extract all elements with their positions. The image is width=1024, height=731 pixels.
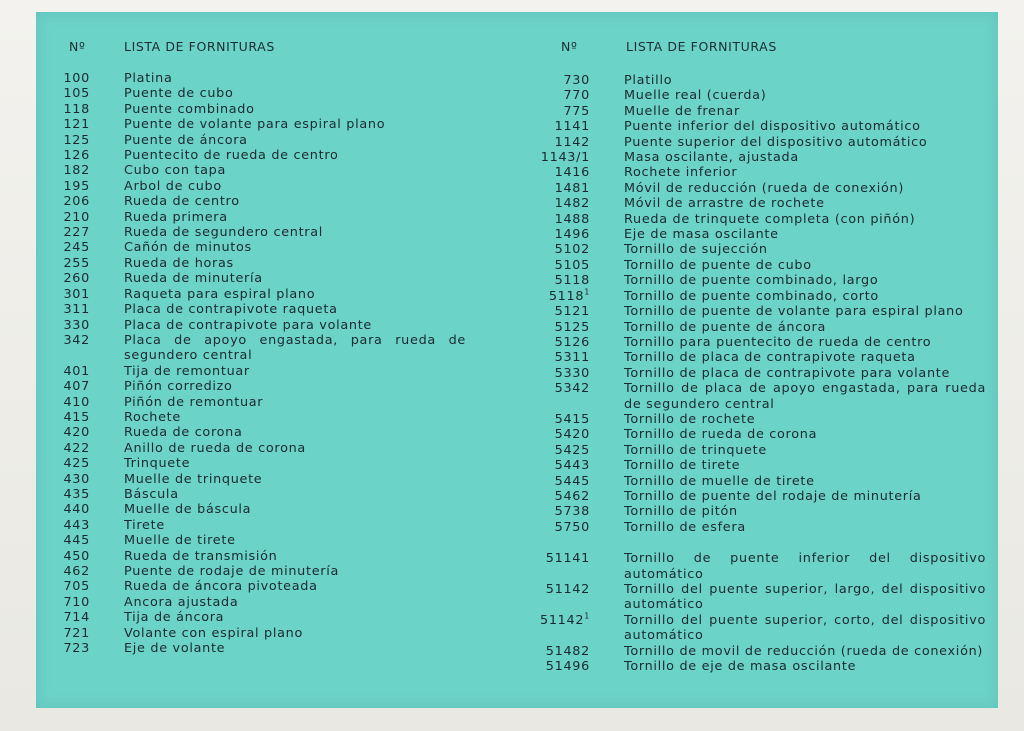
part-number-text: 195 — [63, 178, 90, 194]
part-number-text: 182 — [63, 163, 90, 179]
part-number — [555, 366, 590, 381]
part-number-text: 422 — [63, 440, 90, 456]
part-description: Raqueta para espiral plano — [124, 286, 316, 302]
list-item — [36, 518, 466, 533]
part-number-text: 1416 — [554, 165, 590, 181]
part-description: Báscula — [124, 486, 179, 502]
part-number — [63, 318, 90, 333]
part-number — [540, 613, 590, 628]
list-item — [536, 242, 986, 257]
part-number — [63, 117, 90, 132]
part-number — [63, 71, 90, 86]
part-description: Arbol de cubo — [124, 178, 222, 194]
list-item — [36, 210, 466, 225]
part-number — [555, 304, 590, 319]
list-title: LISTA DE FORNITURAS — [124, 39, 275, 54]
part-number — [63, 271, 90, 286]
part-number-text: 425 — [63, 456, 90, 472]
part-number-text: 1482 — [554, 196, 590, 212]
part-description: Rueda de transmisión — [124, 548, 278, 564]
list-item — [36, 441, 466, 456]
part-number-text: 407 — [63, 379, 90, 395]
part-number — [555, 489, 590, 504]
part-number-text: 5750 — [554, 519, 590, 535]
part-number-text: 714 — [63, 610, 90, 626]
list-item — [536, 504, 986, 519]
part-number — [563, 104, 590, 119]
part-number — [63, 441, 90, 456]
part-description: Muelle de frenar — [624, 103, 740, 119]
part-number — [555, 381, 590, 396]
list-item — [536, 273, 986, 288]
part-description: Puente superior del dispositivo automático — [624, 134, 928, 150]
part-number-text: 5445 — [554, 473, 590, 489]
part-description: Tornillo de puente de cubo — [624, 257, 812, 273]
list-item — [36, 395, 466, 410]
part-number-text: 51141 — [545, 551, 590, 567]
list-title: LISTA DE FORNITURAS — [626, 39, 777, 54]
part-number — [63, 225, 90, 240]
list-item — [36, 502, 466, 517]
part-number-text: 342 — [63, 332, 90, 348]
part-number — [555, 196, 590, 211]
list-item — [536, 489, 986, 504]
part-number-text: 105 — [63, 86, 90, 102]
part-description: Rueda de minutería — [124, 271, 263, 287]
part-number — [63, 395, 90, 410]
part-description: Placa de contrapivote raqueta — [124, 302, 338, 318]
list-item — [536, 551, 986, 582]
part-description: Tornillo de puente combinado, corto — [624, 288, 879, 304]
part-description: Puente combinado — [124, 101, 255, 117]
parts-list — [36, 71, 466, 656]
list-item — [536, 165, 986, 180]
part-number — [555, 273, 590, 288]
part-number — [63, 240, 90, 255]
list-item — [36, 86, 466, 101]
list-item — [536, 88, 986, 103]
list-item — [536, 582, 986, 613]
list-item — [536, 520, 986, 535]
list-item — [36, 256, 466, 271]
part-number — [546, 659, 590, 674]
part-number-text: 5330 — [554, 365, 590, 381]
list-item — [36, 456, 466, 471]
part-number — [63, 179, 90, 194]
part-number-text: 126 — [63, 148, 90, 164]
part-description: Tornillo de movil de reducción (rueda de conexión) — [624, 643, 984, 659]
part-description: Tija de remontuar — [124, 363, 250, 379]
number-column-header: Nº — [69, 39, 86, 54]
part-description: Puente de volante para espiral plano — [124, 117, 386, 133]
part-description: Rochete — [124, 409, 181, 425]
part-description: Tija de áncora — [124, 610, 225, 626]
part-number-text: 462 — [63, 564, 90, 579]
part-number-text: 440 — [63, 502, 90, 518]
list-item — [36, 410, 466, 425]
part-number-text: 51142 — [539, 612, 585, 628]
list-item — [36, 425, 466, 440]
part-number — [63, 163, 90, 178]
part-number-text: 5105 — [554, 257, 590, 273]
part-number — [63, 518, 90, 533]
part-description: Rueda de horas — [124, 255, 234, 271]
part-description: Tornillo de puente inferior del dispositivo automático — [624, 551, 986, 582]
list-item — [36, 595, 466, 610]
part-description: Puentecito de rueda de centro — [124, 148, 339, 164]
list-item — [36, 579, 466, 594]
part-description: Volante con espiral plano — [124, 625, 304, 641]
list-item — [536, 320, 986, 335]
part-number-text: 1143/1 — [540, 150, 590, 166]
part-number — [63, 456, 90, 471]
part-description: Placa de contrapivote para volante — [124, 317, 372, 333]
part-description: Tornillo de placa de contrapivote para volante — [624, 365, 951, 381]
list-item — [536, 474, 986, 489]
part-number-text: 5443 — [554, 458, 590, 474]
part-description: Piñón corredizo — [124, 379, 233, 395]
part-description: Rueda de corona — [124, 425, 243, 441]
part-description: Tornillo de tirete — [624, 458, 741, 474]
part-number — [541, 150, 590, 165]
part-number — [555, 335, 590, 350]
part-description: Móvil de reducción (rueda de conexión) — [624, 180, 905, 196]
part-number — [63, 256, 90, 271]
part-number — [63, 210, 90, 225]
list-item — [36, 549, 466, 564]
list-item — [536, 73, 986, 88]
part-description: Móvil de arrastre de rochete — [624, 196, 825, 212]
part-number — [63, 641, 90, 656]
part-description: Rochete inferior — [624, 165, 738, 181]
list-item — [36, 641, 466, 656]
part-number — [555, 320, 590, 335]
part-description: Tornillo del puente superior, largo, del dispositivo automático — [624, 582, 986, 613]
part-number-text: 51496 — [545, 659, 590, 675]
part-number-text: 245 — [63, 240, 90, 256]
list-item — [536, 181, 986, 196]
part-number — [63, 410, 90, 425]
part-description: Puente inferior del dispositivo automático — [624, 119, 921, 135]
part-description: Tornillo de muelle de tirete — [624, 473, 815, 489]
part-number-text: 723 — [63, 641, 90, 657]
list-item — [36, 194, 466, 209]
part-description: Tornillo de trinquete — [624, 442, 767, 458]
part-number-text: 1488 — [554, 211, 590, 227]
part-number-text: 210 — [63, 209, 90, 225]
list-item — [36, 271, 466, 286]
list-item — [36, 610, 466, 625]
list-item — [536, 258, 986, 273]
part-number-text: 450 — [63, 548, 90, 564]
list-spacer — [536, 535, 986, 551]
part-number — [555, 412, 590, 427]
part-description: Muelle de báscula — [124, 502, 252, 518]
part-number — [555, 350, 590, 365]
part-number-superscript: 1 — [584, 611, 590, 621]
part-number-text: 721 — [63, 625, 90, 641]
part-number-text: 5118 — [554, 273, 590, 289]
part-number — [555, 427, 590, 442]
list-item — [36, 472, 466, 487]
part-number — [546, 582, 590, 597]
part-number — [63, 148, 90, 163]
part-number — [555, 181, 590, 196]
parts-list-panel — [36, 12, 998, 708]
list-item — [36, 133, 466, 148]
list-item — [536, 335, 986, 350]
part-number — [63, 86, 90, 101]
part-number-text: 430 — [63, 471, 90, 487]
part-number-text: 5420 — [554, 427, 590, 443]
part-number-text: 260 — [63, 271, 90, 287]
list-item — [36, 318, 466, 333]
list-item — [36, 163, 466, 178]
part-description: Tornillo de puente de volante para espiral plano — [624, 304, 964, 320]
list-item — [36, 364, 466, 379]
list-item — [536, 212, 986, 227]
part-description: Muelle de trinquete — [124, 471, 263, 487]
list-item — [36, 225, 466, 240]
part-number-text: 100 — [63, 71, 90, 86]
part-number-text: 420 — [63, 425, 90, 441]
list-item — [536, 659, 986, 674]
part-number — [63, 364, 90, 379]
part-number-text: 730 — [563, 73, 590, 88]
part-number — [555, 474, 590, 489]
part-number-text: 5118 — [548, 288, 585, 304]
part-number — [63, 472, 90, 487]
part-number-text: 51142 — [545, 582, 590, 597]
list-item — [536, 366, 986, 381]
part-description: Tirete — [124, 517, 165, 533]
part-description: Tornillo de puente combinado, largo — [624, 273, 879, 289]
part-description: Rueda de áncora pivoteada — [124, 579, 318, 595]
part-number — [63, 595, 90, 610]
part-description: Piñón de remontuar — [124, 394, 264, 410]
list-item — [536, 119, 986, 134]
part-number — [555, 458, 590, 473]
part-description: Cubo con tapa — [124, 163, 227, 179]
list-item — [536, 427, 986, 442]
part-description: Tornillo de pitón — [624, 504, 738, 520]
list-item — [36, 240, 466, 255]
part-number-text: 445 — [63, 533, 90, 549]
part-description: Rueda de centro — [124, 194, 240, 210]
part-number-text: 51482 — [545, 643, 590, 659]
part-description: Eje de masa oscilante — [624, 227, 779, 243]
list-item — [36, 102, 466, 117]
part-number — [555, 520, 590, 535]
part-number — [563, 88, 590, 103]
part-number-text: 1141 — [554, 119, 590, 135]
part-description: Tornillo de puente de áncora — [624, 319, 827, 335]
part-number — [555, 212, 590, 227]
list-item — [36, 148, 466, 163]
part-number-text: 443 — [63, 517, 90, 533]
part-number — [549, 289, 590, 304]
part-number — [546, 644, 590, 659]
part-number — [63, 133, 90, 148]
part-description: Tornillo de rueda de corona — [624, 427, 818, 443]
part-number-text: 118 — [63, 101, 90, 117]
part-number — [63, 610, 90, 625]
list-item — [36, 302, 466, 317]
part-number — [555, 443, 590, 458]
list-item — [536, 350, 986, 365]
list-item — [36, 117, 466, 132]
part-number-text: 330 — [63, 317, 90, 333]
part-number-text: 1142 — [554, 134, 590, 150]
list-item — [536, 443, 986, 458]
list-item — [536, 150, 986, 165]
part-description: Puente de rodaje de minutería — [124, 564, 340, 579]
part-description: Tornillo de esfera — [624, 519, 746, 535]
part-number-text: 5342 — [554, 381, 590, 397]
part-description: Tornillo de placa de apoyo engastada, para rueda de segundero central — [624, 381, 986, 412]
part-number — [63, 333, 90, 348]
parts-list — [536, 73, 986, 674]
part-description: Tornillo para puentecito de rueda de centro — [624, 334, 932, 350]
part-number-text: 410 — [63, 394, 90, 410]
list-item — [536, 613, 986, 644]
part-number-text: 415 — [63, 409, 90, 425]
part-number — [63, 102, 90, 117]
list-item — [536, 412, 986, 427]
part-description: Tornillo de puente del rodaje de minutería — [624, 488, 922, 504]
part-number-text: 1481 — [554, 180, 590, 196]
part-number-text: 5462 — [554, 488, 590, 504]
part-number — [63, 579, 90, 594]
part-description: Muelle real (cuerda) — [624, 88, 767, 104]
part-description: Cañón de minutos — [124, 240, 252, 256]
part-description: Tornillo de placa de contrapivote raqueta — [624, 350, 916, 366]
part-number-text: 5126 — [554, 334, 590, 350]
part-number-text: 5311 — [554, 350, 590, 366]
part-number — [555, 242, 590, 257]
part-description: Tornillo de sujección — [624, 242, 768, 258]
part-number-text: 5121 — [554, 304, 590, 320]
part-number — [63, 379, 90, 394]
part-number — [63, 533, 90, 548]
part-description: Puente de áncora — [124, 132, 248, 148]
part-number-text: 5738 — [554, 504, 590, 520]
part-number-text: 125 — [63, 132, 90, 148]
part-description: Placa de apoyo engastada, para rueda de segundero central — [124, 332, 466, 364]
list-item — [536, 289, 986, 304]
part-number — [63, 194, 90, 209]
list-item — [36, 179, 466, 194]
part-description: Masa oscilante, ajustada — [624, 150, 799, 166]
part-description: Platillo — [624, 73, 673, 88]
part-description: Rueda de segundero central — [124, 225, 324, 241]
list-item — [36, 564, 466, 579]
part-number-text: 5415 — [554, 411, 590, 427]
part-description: Muelle de tirete — [124, 533, 236, 549]
part-number — [555, 135, 590, 150]
list-item — [536, 227, 986, 242]
part-number-text: 770 — [563, 88, 590, 104]
part-number — [555, 227, 590, 242]
list-item — [536, 381, 986, 412]
list-item — [536, 458, 986, 473]
part-number — [555, 119, 590, 134]
part-number — [63, 502, 90, 517]
list-item — [36, 379, 466, 394]
part-number — [546, 551, 590, 566]
part-number-text: 227 — [63, 225, 90, 241]
part-description: Eje de volante — [124, 641, 226, 657]
list-item — [36, 71, 466, 86]
part-number — [555, 165, 590, 180]
list-item — [36, 626, 466, 641]
part-description: Tornillo del puente superior, corto, del dispositivo automático — [624, 612, 986, 644]
list-item — [536, 196, 986, 211]
part-number-text: 401 — [63, 363, 90, 379]
part-number-text: 5102 — [554, 242, 590, 258]
part-description: Tornillo de rochete — [624, 411, 756, 427]
part-number-text: 5125 — [554, 319, 590, 335]
part-number-text: 435 — [63, 486, 90, 502]
part-number — [63, 564, 90, 579]
part-number — [555, 504, 590, 519]
part-description: Tornillo de eje de masa oscilante — [624, 659, 857, 675]
part-number — [63, 287, 90, 302]
part-number-text: 255 — [63, 255, 90, 271]
part-number-text: 710 — [63, 594, 90, 610]
part-number — [63, 549, 90, 564]
list-item — [536, 104, 986, 119]
list-item — [36, 487, 466, 502]
part-number-text: 206 — [63, 194, 90, 210]
list-item — [536, 135, 986, 150]
part-number-text: 301 — [63, 286, 90, 302]
number-column-header: Nº — [561, 39, 578, 54]
list-item — [536, 644, 986, 659]
part-number-superscript: 1 — [584, 287, 590, 297]
list-item — [536, 304, 986, 319]
list-item — [36, 333, 466, 364]
part-number-text: 1496 — [554, 227, 590, 243]
part-number — [555, 258, 590, 273]
part-number — [63, 302, 90, 317]
part-number — [63, 626, 90, 641]
list-item — [36, 533, 466, 548]
part-description: Trinquete — [124, 456, 191, 472]
part-description: Rueda de trinquete completa (con piñón) — [624, 211, 916, 227]
part-description: Rueda primera — [124, 209, 228, 225]
part-description: Anillo de rueda de corona — [124, 440, 306, 456]
part-number-text: 311 — [63, 302, 90, 318]
part-description: Ancora ajustada — [124, 594, 239, 610]
part-description: Platina — [124, 71, 173, 86]
part-number-text: 5425 — [554, 442, 590, 458]
part-number-text: 705 — [63, 579, 90, 595]
part-number — [563, 73, 590, 88]
part-description: Puente de cubo — [124, 86, 234, 102]
part-number — [63, 487, 90, 502]
part-number-text: 775 — [563, 103, 590, 119]
part-number — [63, 425, 90, 440]
part-number-text: 121 — [63, 117, 90, 133]
list-item — [36, 287, 466, 302]
